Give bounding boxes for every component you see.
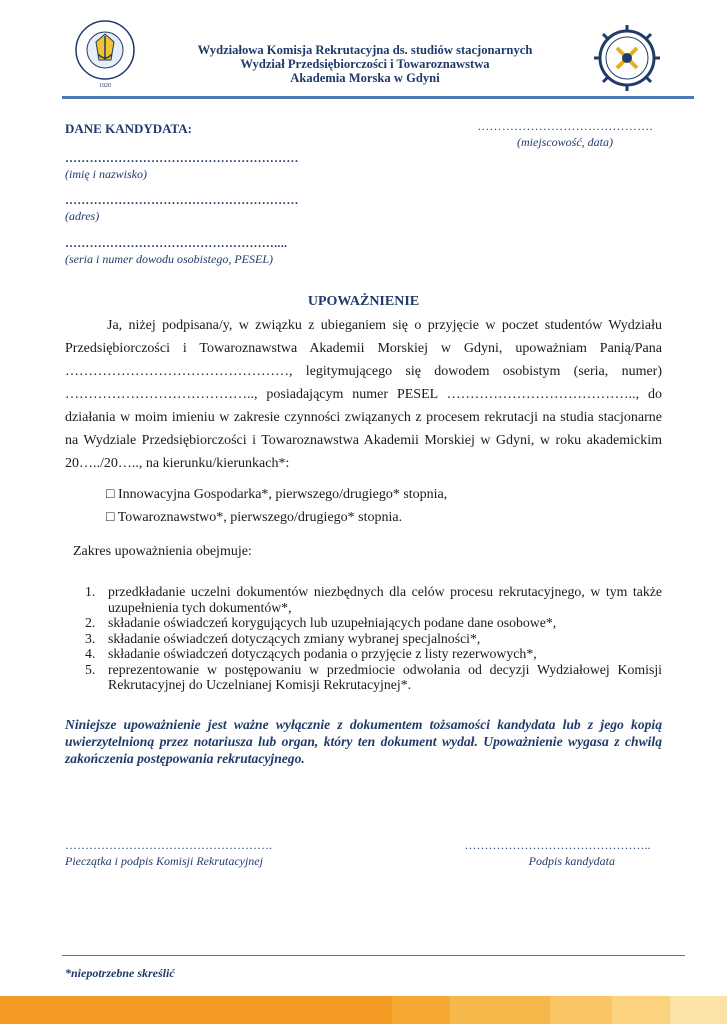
list-item-number: 1.	[85, 584, 96, 599]
address-caption: (adres)	[65, 209, 100, 223]
bar-segment-mid-orange	[450, 996, 550, 1024]
commission-signature-dots: …………………………………………….	[65, 838, 272, 852]
list-item-number: 4.	[85, 646, 96, 661]
option-innovative-economy[interactable]: □ Innowacyjna Gospodarka*, pierwszego/drugiego* stopnia,	[106, 487, 448, 502]
commission-signature-caption: Pieczątka i podpis Komisji Rekrutacyjnej	[65, 854, 263, 868]
name-dots: …………………………………………………	[65, 151, 299, 165]
header-academy: Akademia Morska w Gdyni	[290, 71, 440, 85]
candidate-signature-dots: ………………………………………..	[464, 838, 651, 852]
id-caption: (seria i numer dowodu osobistego, PESEL)	[65, 252, 273, 266]
bar-segment-light-orange	[550, 996, 612, 1024]
header-faculty: Wydział Przedsiębiorczości i Towaroznawstwa	[240, 57, 490, 71]
name-field[interactable]	[65, 151, 299, 182]
scope-label: Zakres upoważnienia obejmuje:	[73, 544, 252, 559]
header-commission: Wydziałowa Komisja Rekrutacyjna ds. studiów stacjonarnych	[197, 43, 533, 57]
candidate-signature-field[interactable]	[455, 838, 660, 869]
list-item	[85, 662, 662, 693]
bar-segment-pale-orange	[670, 996, 727, 1024]
place-date-field[interactable]	[470, 119, 660, 150]
list-item-number: 3.	[85, 630, 96, 646]
list-item-text: reprezentowanie w postępowaniu w przedmiocie odwołania od decyzji Wydziałowej Komisji Rekrutacyjnej do Uczelnianej Komisji Rekrutacyjnej*.	[108, 661, 662, 692]
study-options	[106, 483, 447, 529]
bar-segment-lighter-orange	[612, 996, 670, 1024]
list-item	[85, 631, 662, 647]
list-item	[85, 646, 662, 662]
bar-segment-dark-orange	[0, 996, 392, 1024]
header-divider	[62, 96, 694, 99]
list-item-text: składanie oświadczeń dotyczących zmiany wybranej specjalności*,	[108, 630, 481, 646]
candidate-signature-caption: Podpis kandydata	[528, 854, 615, 868]
scope-list	[85, 584, 662, 693]
candidate-section-label: DANE KANDYDATA:	[65, 121, 192, 136]
header-title	[150, 43, 580, 85]
footer-note: *niepotrzebne skreślić	[65, 966, 175, 980]
address-dots: …………………………………………………	[65, 193, 299, 207]
option-commodity-science[interactable]: □ Towaroznawstwo*, pierwszego/drugiego* stopnia.	[106, 510, 403, 525]
faculty-logo	[589, 22, 665, 94]
svg-text:1920: 1920	[99, 83, 111, 89]
place-date-caption: (miejscowość, data)	[517, 135, 613, 149]
list-item	[85, 615, 662, 631]
list-item-text: składanie oświadczeń dotyczących podania o przyjęcie z listy rezerwowych*,	[108, 646, 537, 661]
footer-divider	[62, 955, 685, 956]
address-field[interactable]	[65, 193, 299, 224]
list-item-text: składanie oświadczeń korygujących lub uzupełniających podane dane osobowe*,	[108, 615, 557, 630]
list-item-number: 2.	[85, 615, 96, 630]
id-dots: ……………………………………………....	[65, 236, 288, 250]
bar-segment-orange	[392, 996, 450, 1024]
name-caption: (imię i nazwisko)	[65, 167, 147, 181]
academy-logo	[74, 16, 136, 90]
authorization-paragraph: Ja, niżej podpisana/y, w związku z ubieganiem się o przyjęcie w poczet studentów Wydziału Przedsiębiorczości i Towaroznawstwa Akademii Morskiej w Gdyni, upoważniam Panią/Pana …………………………………………, legitymującego się dowodem osobistym (seria, numer) ………………………………….., posiadającym numer PESEL ………………………………….., do działania w moim imieniu w zakresie czynności związanych z procesem rekrutacji na studia stacjonarne na Wydziale Przedsiębiorczości i Towaroznawstwa Akademii Morskiej w Gdyni, w roku akademickim 20…../20….., na kierunku/kierunkach*:	[65, 318, 662, 471]
decorative-color-bar	[0, 996, 727, 1024]
place-date-dots: …………………………………….	[477, 119, 653, 133]
validity-notice: Niniejsze upoważnienie jest ważne wyłącznie z dokumentem tożsamości kandydata lub z jego kopią uwierzytelnioną przez notariusza lub organ, który ten dokument wydał. Upoważnienie wygasa z chwilą zakończenia postępowania rekrutacyjnego.	[65, 717, 662, 766]
commission-signature-field[interactable]	[65, 838, 272, 869]
list-item	[85, 584, 662, 615]
document-title: UPOWAŻNIENIE	[307, 294, 420, 309]
id-field[interactable]	[65, 236, 287, 267]
list-item-text: przedkładanie uczelni dokumentów niezbędnych dla celów procesu rekrutacyjnego, w tym także uzupełnienia tych dokumentów*,	[108, 584, 662, 615]
list-item-number: 5.	[85, 661, 96, 677]
